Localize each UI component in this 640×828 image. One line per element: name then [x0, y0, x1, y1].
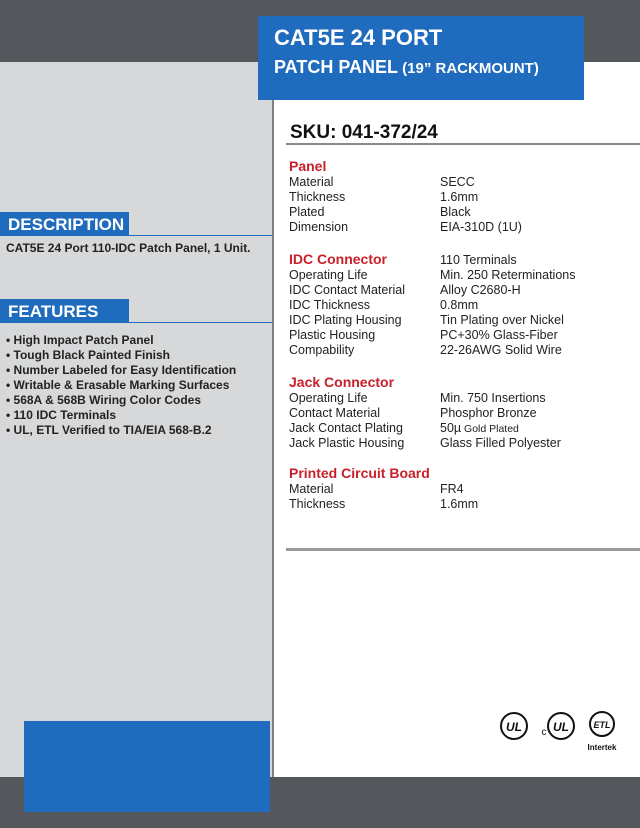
- sku: SKU: 041-372/24: [290, 122, 438, 143]
- spec-label: Plastic Housing: [289, 328, 376, 342]
- feature-item: • UL, ETL Verified to TIA/EIA 568-B.2: [6, 423, 212, 437]
- spec-value: Min. 750 Insertions: [440, 391, 546, 405]
- title-line-2: [274, 57, 539, 78]
- section-title-panel: Panel: [289, 158, 327, 174]
- spec-label: Jack Contact Plating: [289, 421, 403, 435]
- spec-value: 0.8mm: [440, 298, 479, 312]
- spec-label: Plated: [289, 205, 325, 219]
- spec-value: Glass Filled Polyester: [440, 436, 561, 450]
- ul-mark-text: UL: [506, 720, 522, 734]
- description-header: [0, 212, 129, 236]
- section-title-pcb: Printed Circuit Board: [289, 465, 430, 481]
- spec-label: Dimension: [289, 220, 349, 234]
- features-header-label: FEATURES: [8, 302, 99, 321]
- feature-item: • 110 IDC Terminals: [6, 408, 117, 422]
- title-line-1: CAT5E 24 PORT: [274, 25, 443, 50]
- cul-listed-icon: [548, 713, 574, 739]
- feature-item: • Writable & Erasable Marking Surfaces: [6, 378, 230, 392]
- spec-label: Jack Plastic Housing: [289, 436, 405, 450]
- spec-label: Operating Life: [289, 391, 368, 405]
- ul-listed-icon: [501, 713, 527, 739]
- etl-listed-icon: [588, 712, 617, 752]
- section-title-idc-connector: IDC Connector: [289, 251, 387, 267]
- intertek-text: Intertek: [587, 743, 617, 752]
- title-line-2-paren: (19” RACKMOUNT): [398, 60, 539, 77]
- feature-item: • Number Labeled for Easy Identification: [6, 363, 237, 377]
- spec-value: 22-26AWG Solid Wire: [440, 343, 562, 357]
- spec-label: IDC Plating Housing: [289, 313, 402, 327]
- feature-item: • Tough Black Painted Finish: [6, 348, 170, 362]
- spec-value: 1.6mm: [440, 190, 479, 204]
- sku-divider: [286, 143, 640, 145]
- features-list: [6, 333, 236, 438]
- features-header: [0, 299, 129, 323]
- spec-value: [440, 421, 519, 435]
- spec-value: Alloy C2680-H: [440, 283, 521, 297]
- spec-label: Contact Material: [289, 406, 381, 420]
- spec-label: Compability: [289, 343, 355, 357]
- section-title-jack-connector: Jack Connector: [289, 374, 395, 390]
- spec-value: EIA-310D (1U): [440, 220, 522, 234]
- column-divider: [272, 62, 274, 777]
- spec-value: Tin Plating over Nickel: [440, 313, 564, 327]
- footer-blue-block: [24, 721, 270, 812]
- cul-mark-text: UL: [553, 720, 569, 734]
- features-rule: [0, 322, 272, 323]
- description-text: CAT5E 24 Port 110-IDC Patch Panel, 1 Unit.: [6, 241, 251, 255]
- spec-label: Operating Life: [289, 268, 368, 282]
- title-line-2-main: PATCH PANEL: [274, 57, 398, 77]
- spec-value: SECC: [440, 175, 475, 189]
- title-banner: [258, 16, 584, 100]
- feature-item: • High Impact Patch Panel: [6, 333, 154, 347]
- spec-label: IDC Contact Material: [289, 283, 406, 297]
- spec-value: 1.6mm: [440, 497, 479, 511]
- specs-end-divider: [286, 548, 640, 551]
- spec-label: Material: [289, 482, 334, 496]
- spec-value: 110 Terminals: [440, 253, 517, 267]
- description-header-label: DESCRIPTION: [8, 215, 125, 234]
- etl-mark-text: ETL: [593, 720, 611, 730]
- spec-label: Material: [289, 175, 334, 189]
- certification-marks: [498, 704, 628, 756]
- spec-value: PC+30% Glass-Fiber: [440, 328, 558, 342]
- spec-value: Min. 250 Reterminations: [440, 268, 576, 282]
- spec-label: IDC Thickness: [289, 298, 371, 312]
- spec-value: Black: [440, 205, 471, 219]
- c-mark-text: c: [541, 727, 547, 738]
- spec-label: Thickness: [289, 190, 346, 204]
- spec-label: Thickness: [289, 497, 346, 511]
- spec-value: FR4: [440, 482, 464, 496]
- feature-item: • 568A & 568B Wiring Color Codes: [6, 393, 202, 407]
- description-rule: [0, 235, 272, 236]
- spec-value: Phosphor Bronze: [440, 406, 537, 420]
- spec-value-main: 50µ: [440, 421, 462, 435]
- spec-value-note: Gold Plated: [461, 423, 519, 435]
